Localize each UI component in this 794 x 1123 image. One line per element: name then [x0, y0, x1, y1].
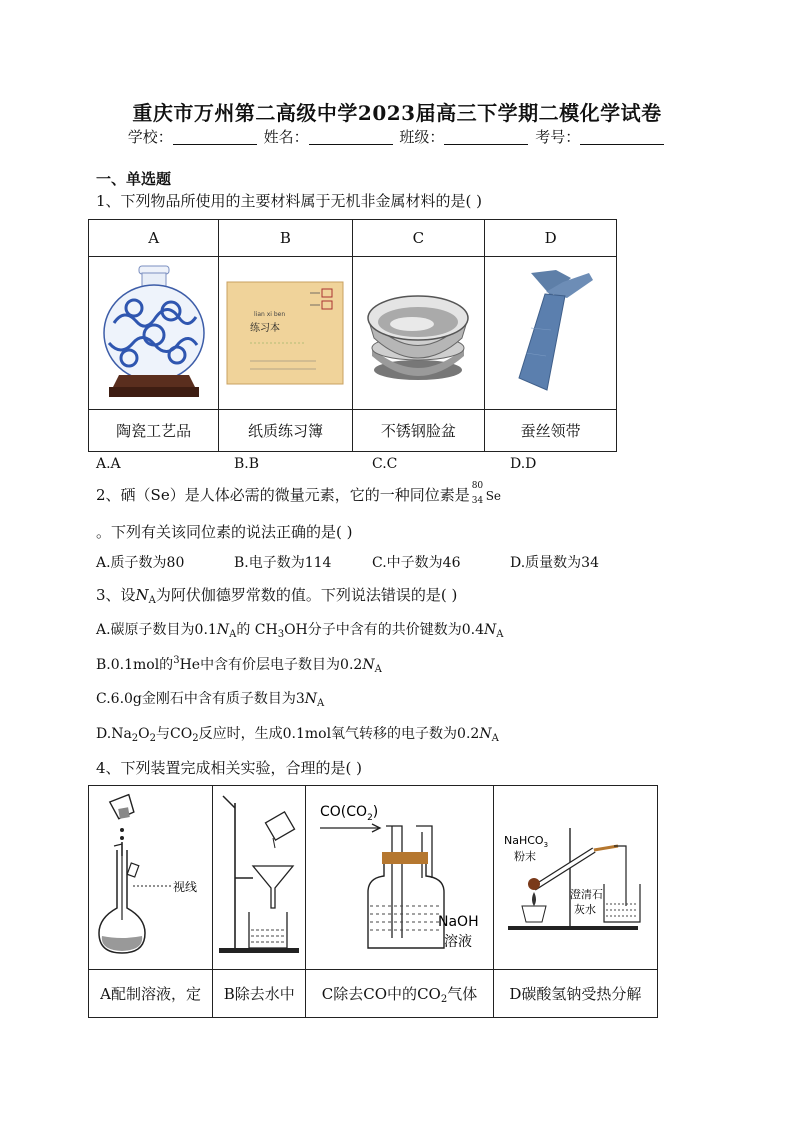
- na2o2-o: O: [138, 726, 150, 742]
- notebook-pinyin: lian xi ben: [254, 311, 286, 318]
- q4-diagram-d: [493, 786, 657, 970]
- q4-caption-b: B除去水中: [213, 970, 306, 1018]
- q4-diagram-b: [213, 786, 306, 970]
- na-subscript: A: [496, 629, 504, 640]
- solution-label: 溶液: [444, 933, 473, 950]
- he-mass-sup: 3: [173, 655, 180, 666]
- q4-caption-c-text-2: 气体: [447, 984, 478, 1003]
- he-symbol: He: [179, 657, 201, 673]
- q3-option-c[interactable]: [96, 688, 324, 709]
- q1-caption-d: 蚕丝领带: [485, 410, 617, 452]
- q1-option-c[interactable]: C.C: [372, 456, 398, 472]
- q3-option-a[interactable]: [96, 619, 504, 640]
- q4-caption-c-text-1: C除去CO中的: [321, 984, 418, 1003]
- q1-image-vase: [89, 257, 219, 410]
- na2o2-sub-1: 2: [131, 733, 139, 744]
- na-subscript: A: [491, 733, 499, 744]
- q1-option-b[interactable]: B.B: [234, 456, 260, 472]
- notebook-title: 练习本: [250, 323, 281, 334]
- q4-caption-c-co2-sub: 2: [440, 993, 448, 1005]
- q3-option-d[interactable]: [96, 723, 499, 744]
- na-subscript: A: [148, 595, 156, 606]
- q1-option-d[interactable]: D.D: [510, 456, 537, 472]
- name-label: 姓名：: [263, 128, 309, 146]
- notebook-icon: [226, 281, 344, 385]
- q4-caption-a: A配制溶液，定: [89, 970, 213, 1018]
- q4-caption-c: [306, 970, 493, 1018]
- naoh-label: NaOH: [438, 913, 479, 930]
- q2-isotope-notation: [470, 481, 486, 506]
- school-blank[interactable]: [173, 129, 257, 145]
- na-subscript: A: [317, 698, 325, 709]
- na2o2-na: Na: [111, 726, 132, 742]
- q3-d-text-3: 反应时，生成0.1mol氧气转移的电子数为0.2: [198, 726, 480, 742]
- limewater-label-1: 澄清石: [569, 887, 603, 901]
- sight-line-label: 视线: [173, 879, 198, 894]
- methanol-formula-2: OH: [284, 622, 308, 638]
- q3-a-text-2: 的: [236, 622, 251, 638]
- school-label: 学校：: [127, 128, 173, 146]
- limewater-label-2: 灰水: [573, 902, 596, 916]
- q2-stem: [96, 481, 502, 506]
- gas-washing-bottle-diagram: [306, 788, 492, 968]
- q2-stem-2: 。下列有关该同位素的说法正确的是( ): [96, 523, 353, 541]
- q1-header-a: A: [89, 220, 219, 257]
- q2-mass-number: 80: [471, 481, 484, 491]
- nahco3-label: NaHCO$_3$: [503, 833, 548, 849]
- co2-co: CO: [170, 726, 193, 742]
- student-info-line: [0, 126, 794, 147]
- q3-b-text-2: 中含有价层电子数目为0.2: [200, 657, 363, 673]
- q1-caption-c: 不锈钢脸盆: [352, 410, 485, 452]
- methanol-formula-1: CH: [254, 622, 278, 638]
- silk-tie-icon: [501, 268, 601, 398]
- q3-a-text-1: A.碳原子数目为0.1: [96, 622, 217, 638]
- na-symbol: N: [135, 586, 149, 604]
- name-blank[interactable]: [309, 129, 393, 145]
- exam-no-label: 考号：: [535, 128, 581, 146]
- q1-header-d: D: [485, 220, 617, 257]
- section-heading: 一、单选题: [96, 170, 172, 188]
- q2-option-a[interactable]: A.质子数为80: [96, 555, 185, 571]
- q3-a-text-3: 分子中含有的共价键数为0.4: [307, 622, 485, 638]
- na-symbol: N: [479, 726, 492, 742]
- q1-image-tie: [485, 257, 617, 410]
- na2o2-sub-2: 2: [149, 733, 157, 744]
- methanol-formula-sub: 3: [277, 629, 285, 640]
- q1-header-c: C: [352, 220, 485, 257]
- q1-image-notebook: [219, 257, 352, 410]
- q3-d-text-1: D.: [96, 726, 112, 742]
- q4-diagram-a: [89, 786, 213, 970]
- q1-table: [88, 219, 617, 452]
- q4-diagram-c: [306, 786, 493, 970]
- na-symbol: N: [362, 657, 375, 673]
- q1-option-a[interactable]: A.A: [96, 456, 121, 472]
- powder-label: 粉末: [513, 849, 536, 863]
- porcelain-vase-icon: [99, 263, 209, 403]
- na-symbol: N: [216, 622, 230, 638]
- co-gas-label: $CO(CO_2)$: [320, 803, 379, 823]
- q4-table: [88, 785, 658, 1018]
- q3-b-text-1: B.0.1mol的: [96, 657, 174, 673]
- q3-stem: [96, 584, 457, 606]
- q4-stem: 4、下列装置完成相关实验，合理的是( ): [96, 759, 363, 777]
- q2-option-d[interactable]: D.质量数为34: [510, 555, 599, 571]
- volumetric-flask-diagram: [89, 788, 209, 968]
- page-title: 重庆市万州第二高级中学2023届高三下学期二模化学试卷: [132, 101, 662, 125]
- class-blank[interactable]: [444, 129, 528, 145]
- co2-sub: 2: [192, 733, 199, 744]
- q2-isotope-symbol: Se: [485, 489, 502, 503]
- q3-c-text-1: C.6.0g金刚石中含有质子数目为3: [96, 691, 305, 707]
- q2-stem-text: 2、硒（Se）是人体必需的微量元素，它的一种同位素是: [96, 486, 470, 504]
- na-subscript: A: [374, 664, 382, 675]
- q2-atomic-number: 34: [471, 496, 484, 506]
- na-subscript: A: [229, 629, 237, 640]
- exam-no-blank[interactable]: [580, 129, 664, 145]
- q2-option-b[interactable]: B.电子数为114: [234, 555, 332, 571]
- q1-stem: 1、下列物品所使用的主要材料属于无机非金属材料的是( ): [96, 192, 483, 210]
- filtration-diagram: [213, 788, 305, 968]
- q3-stem-b: 为阿伏伽德罗常数的值。下列说法错误的是( ): [155, 586, 458, 604]
- q2-option-c[interactable]: C.中子数为46: [372, 555, 461, 571]
- class-label: 班级：: [399, 128, 445, 146]
- na-symbol: N: [484, 622, 497, 638]
- na-symbol: N: [304, 691, 318, 707]
- q3-option-b[interactable]: [96, 654, 382, 675]
- q4-caption-d: D碳酸氢钠受热分解: [493, 970, 657, 1018]
- q4-caption-c-co2: CO: [417, 984, 441, 1003]
- steel-basin-icon: [358, 278, 478, 388]
- q1-header-b: B: [219, 220, 352, 257]
- q3-stem-a: 3、设: [96, 586, 136, 604]
- q1-caption-a: 陶瓷工艺品: [89, 410, 219, 452]
- q1-image-basin: [352, 257, 485, 410]
- heating-decomposition-diagram: [494, 788, 657, 968]
- q3-d-text-2: 与: [156, 726, 171, 742]
- q1-caption-b: 纸质练习簿: [219, 410, 352, 452]
